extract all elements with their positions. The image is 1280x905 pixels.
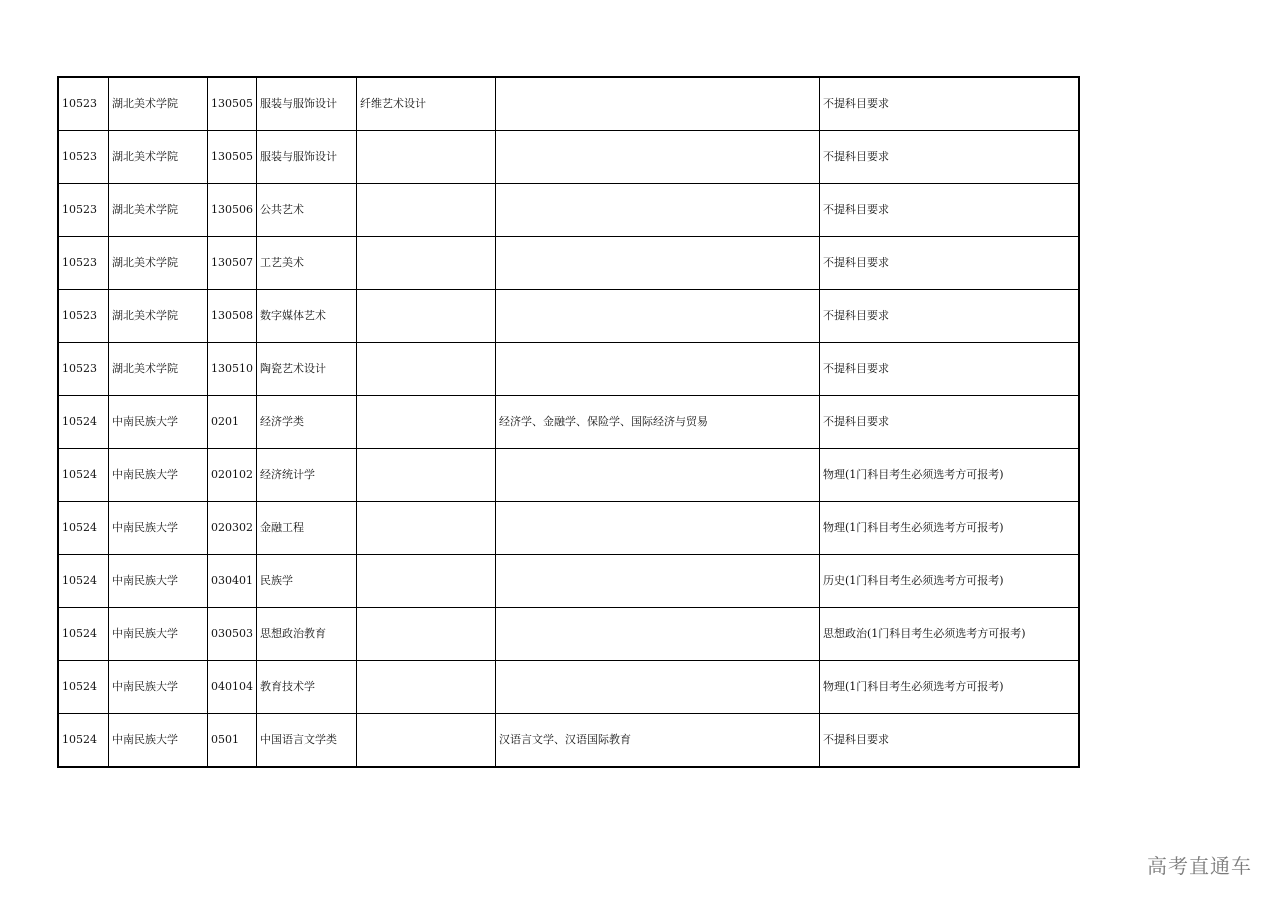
school-name-cell: 湖北美术学院	[109, 343, 208, 396]
subject-requirement-cell: 历史(1门科目考生必须选考方可报考)	[820, 555, 1080, 608]
table-row	[58, 184, 1079, 237]
major-name-cell: 数字媒体艺术	[257, 290, 357, 343]
major-code-cell: 130505	[208, 131, 257, 184]
subject-requirement-cell: 不提科目要求	[820, 131, 1080, 184]
major-direction-cell: 纤维艺术设计	[357, 77, 496, 131]
included-majors-cell	[496, 343, 820, 396]
school-code-cell: 10523	[58, 343, 109, 396]
table-row	[58, 714, 1079, 768]
major-name-cell: 公共艺术	[257, 184, 357, 237]
major-code-cell: 130507	[208, 237, 257, 290]
table-row	[58, 502, 1079, 555]
major-code-cell: 0201	[208, 396, 257, 449]
school-code-cell: 10523	[58, 77, 109, 131]
table-row	[58, 396, 1079, 449]
included-majors-cell	[496, 290, 820, 343]
school-name-cell: 湖北美术学院	[109, 131, 208, 184]
major-direction-cell	[357, 290, 496, 343]
subject-requirement-cell: 物理(1门科目考生必须选考方可报考)	[820, 661, 1080, 714]
subject-requirement-cell: 物理(1门科目考生必须选考方可报考)	[820, 502, 1080, 555]
included-majors-cell	[496, 502, 820, 555]
table-row	[58, 608, 1079, 661]
included-majors-cell	[496, 184, 820, 237]
school-name-cell: 湖北美术学院	[109, 290, 208, 343]
school-name-cell: 中南民族大学	[109, 608, 208, 661]
table-row	[58, 661, 1079, 714]
included-majors-cell: 汉语言文学、汉语国际教育	[496, 714, 820, 768]
major-name-cell: 民族学	[257, 555, 357, 608]
included-majors-cell	[496, 131, 820, 184]
table-row	[58, 77, 1079, 131]
school-name-cell: 湖北美术学院	[109, 237, 208, 290]
major-direction-cell	[357, 237, 496, 290]
major-name-cell: 服装与服饰设计	[257, 77, 357, 131]
table-row	[58, 449, 1079, 502]
major-name-cell: 经济学类	[257, 396, 357, 449]
subject-requirement-cell: 不提科目要求	[820, 184, 1080, 237]
school-code-cell: 10524	[58, 714, 109, 768]
school-name-cell: 中南民族大学	[109, 396, 208, 449]
major-direction-cell	[357, 396, 496, 449]
major-name-cell: 陶瓷艺术设计	[257, 343, 357, 396]
major-name-cell: 金融工程	[257, 502, 357, 555]
major-code-cell: 130506	[208, 184, 257, 237]
major-direction-cell	[357, 714, 496, 768]
school-code-cell: 10523	[58, 290, 109, 343]
table-row	[58, 237, 1079, 290]
school-code-cell: 10524	[58, 502, 109, 555]
school-code-cell: 10523	[58, 131, 109, 184]
major-code-cell: 030503	[208, 608, 257, 661]
subject-requirement-cell: 物理(1门科目考生必须选考方可报考)	[820, 449, 1080, 502]
major-code-cell: 020302	[208, 502, 257, 555]
school-code-cell: 10524	[58, 555, 109, 608]
school-code-cell: 10524	[58, 449, 109, 502]
included-majors-cell	[496, 555, 820, 608]
table-body	[58, 77, 1079, 767]
major-code-cell: 020102	[208, 449, 257, 502]
major-direction-cell	[357, 184, 496, 237]
included-majors-cell	[496, 77, 820, 131]
watermark: 高考直通车	[1147, 854, 1252, 878]
major-code-cell: 040104	[208, 661, 257, 714]
major-name-cell: 工艺美术	[257, 237, 357, 290]
school-code-cell: 10524	[58, 608, 109, 661]
subject-requirement-cell: 不提科目要求	[820, 343, 1080, 396]
subject-requirement-cell: 思想政治(1门科目考生必须选考方可报考)	[820, 608, 1080, 661]
school-name-cell: 中南民族大学	[109, 661, 208, 714]
school-name-cell: 中南民族大学	[109, 502, 208, 555]
major-name-cell: 经济统计学	[257, 449, 357, 502]
school-code-cell: 10523	[58, 237, 109, 290]
major-name-cell: 思想政治教育	[257, 608, 357, 661]
included-majors-cell	[496, 449, 820, 502]
major-name-cell: 教育技术学	[257, 661, 357, 714]
included-majors-cell	[496, 237, 820, 290]
table-row	[58, 131, 1079, 184]
major-direction-cell	[357, 131, 496, 184]
major-name-cell: 服装与服饰设计	[257, 131, 357, 184]
subject-requirement-cell: 不提科目要求	[820, 396, 1080, 449]
table-row	[58, 290, 1079, 343]
major-direction-cell	[357, 449, 496, 502]
subject-requirements-table	[57, 76, 1080, 768]
subject-requirement-cell: 不提科目要求	[820, 237, 1080, 290]
major-direction-cell	[357, 608, 496, 661]
included-majors-cell	[496, 608, 820, 661]
table-row	[58, 555, 1079, 608]
school-name-cell: 中南民族大学	[109, 714, 208, 768]
school-code-cell: 10524	[58, 661, 109, 714]
included-majors-cell: 经济学、金融学、保险学、国际经济与贸易	[496, 396, 820, 449]
major-code-cell: 030401	[208, 555, 257, 608]
major-direction-cell	[357, 343, 496, 396]
school-name-cell: 中南民族大学	[109, 555, 208, 608]
school-name-cell: 中南民族大学	[109, 449, 208, 502]
subject-requirement-cell: 不提科目要求	[820, 77, 1080, 131]
school-code-cell: 10523	[58, 184, 109, 237]
major-code-cell: 130508	[208, 290, 257, 343]
table-row	[58, 343, 1079, 396]
school-name-cell: 湖北美术学院	[109, 77, 208, 131]
major-name-cell: 中国语言文学类	[257, 714, 357, 768]
major-direction-cell	[357, 661, 496, 714]
major-code-cell: 130505	[208, 77, 257, 131]
school-code-cell: 10524	[58, 396, 109, 449]
major-direction-cell	[357, 555, 496, 608]
subject-requirement-cell: 不提科目要求	[820, 290, 1080, 343]
school-name-cell: 湖北美术学院	[109, 184, 208, 237]
major-direction-cell	[357, 502, 496, 555]
subject-requirement-cell: 不提科目要求	[820, 714, 1080, 768]
included-majors-cell	[496, 661, 820, 714]
major-code-cell: 0501	[208, 714, 257, 768]
major-code-cell: 130510	[208, 343, 257, 396]
